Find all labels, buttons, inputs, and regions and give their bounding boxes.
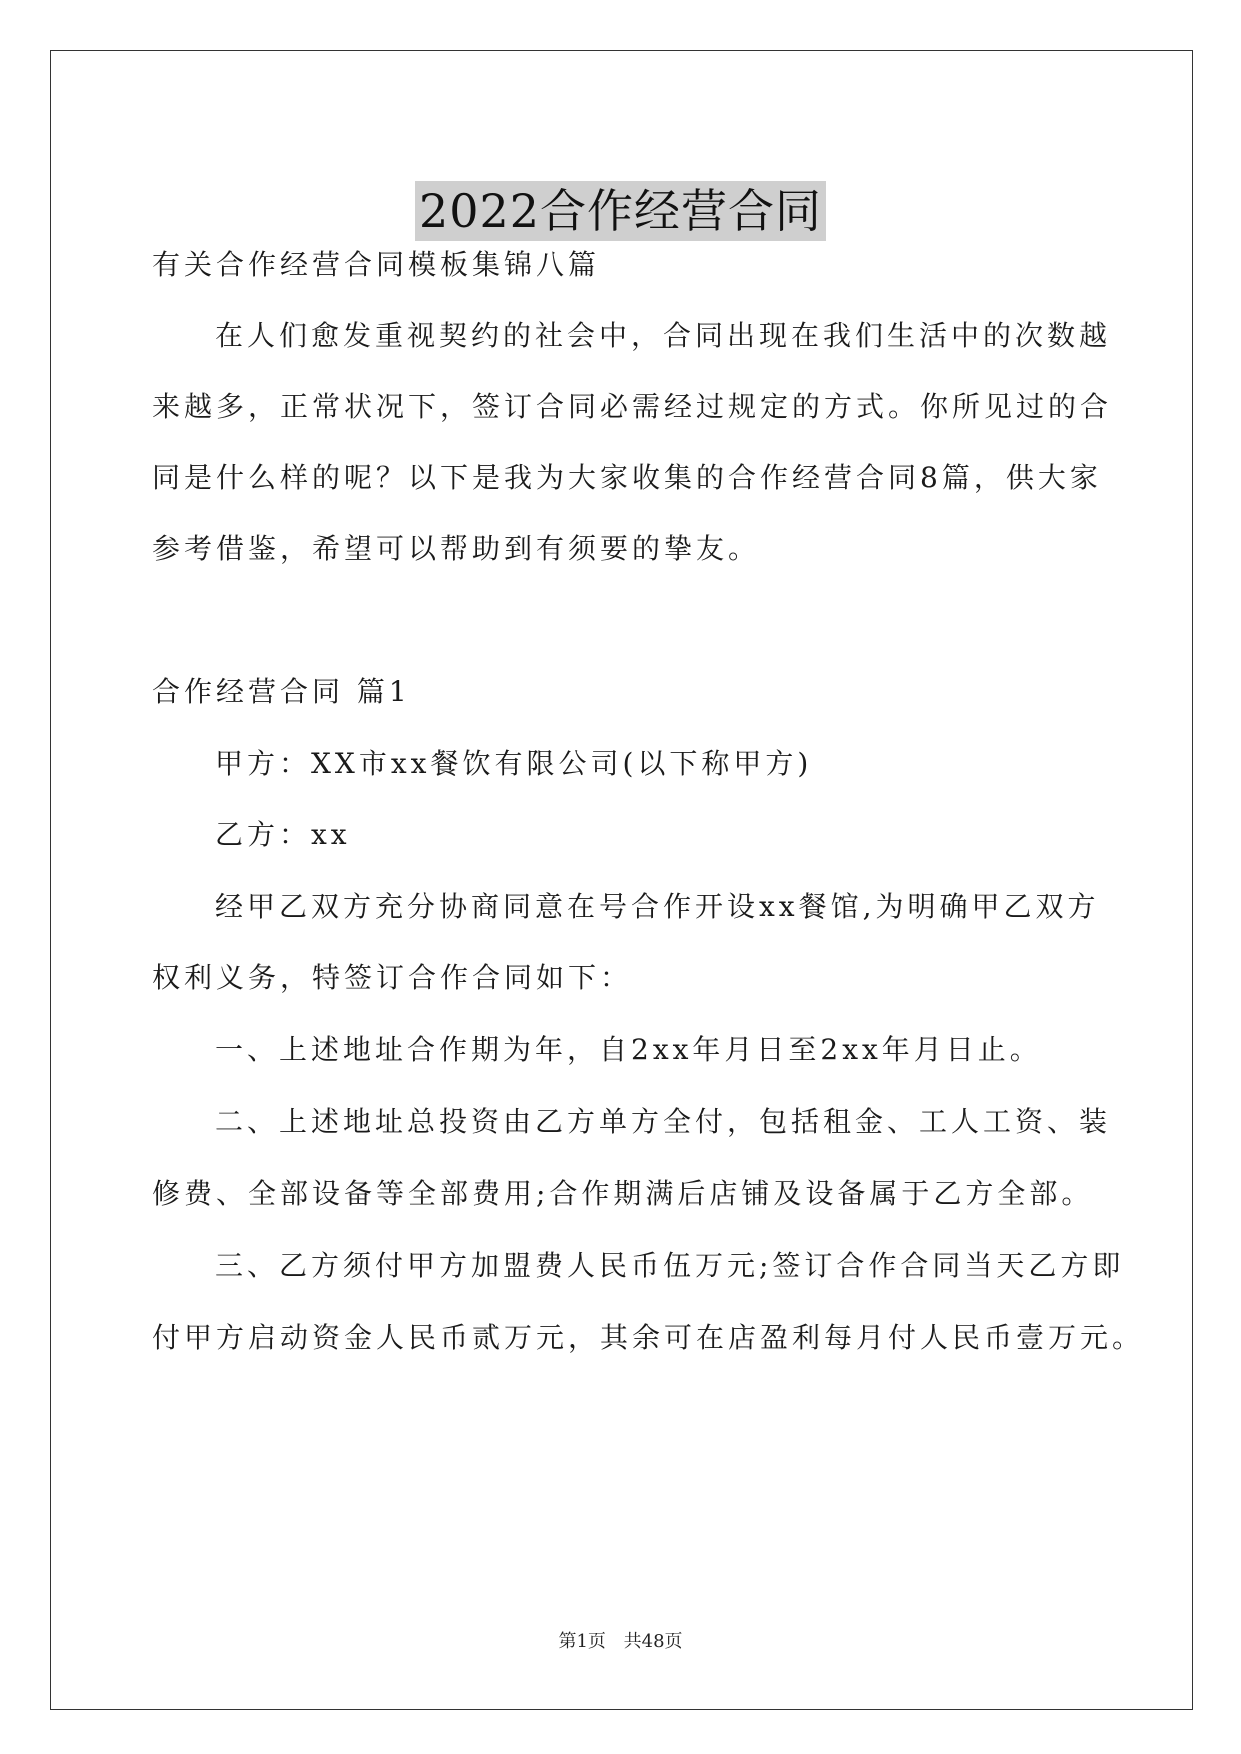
paragraph-line: 二、上述地址总投资由乙方单方全付，包括租金、工人工资、装	[215, 1105, 1112, 1138]
document-title: 2022合作经营合同	[415, 181, 826, 241]
paragraph-line: 三、乙方须付甲方加盟费人民币伍万元;签订合作合同当天乙方即	[215, 1249, 1125, 1282]
paragraph-line: 经甲乙双方充分协商同意在号合作开设xx餐馆,为明确甲乙双方	[215, 890, 1100, 923]
paragraph-line: 付甲方启动资金人民币贰万元，其余可在店盈利每月付人民币壹万元。	[152, 1321, 1145, 1354]
paragraph-line: 在人们愈发重视契约的社会中，合同出现在我们生活中的次数越	[215, 319, 1112, 352]
paragraph-line: 甲方：XX市xx餐饮有限公司(以下称甲方)	[215, 747, 813, 780]
paragraph-line: 一、上述地址合作期为年，自2xx年月日至2xx年月日止。	[215, 1033, 1042, 1066]
paragraph-line: 乙方：xx	[215, 818, 351, 851]
page-number: 第1页	[558, 1631, 606, 1652]
paragraph-line: 同是什么样的呢？以下是我为大家收集的合作经营合同8篇，供大家	[152, 461, 1102, 494]
section-heading: 合作经营合同 篇1	[152, 675, 411, 708]
page-footer	[0, 1630, 1241, 1654]
page-total: 共48页	[623, 1631, 683, 1652]
paragraph-line: 参考借鉴，希望可以帮助到有须要的挚友。	[152, 532, 761, 565]
page-frame	[50, 50, 1193, 1710]
paragraph-line: 来越多，正常状况下，签订合同必需经过规定的方式。你所见过的合	[152, 390, 1113, 423]
paragraph-line: 修费、全部设备等全部费用;合作期满后店铺及设备属于乙方全部。	[152, 1177, 1094, 1210]
subtitle-line: 有关合作经营合同模板集锦八篇	[152, 248, 601, 281]
paragraph-line: 权利义务，特签订合作合同如下：	[152, 961, 633, 994]
